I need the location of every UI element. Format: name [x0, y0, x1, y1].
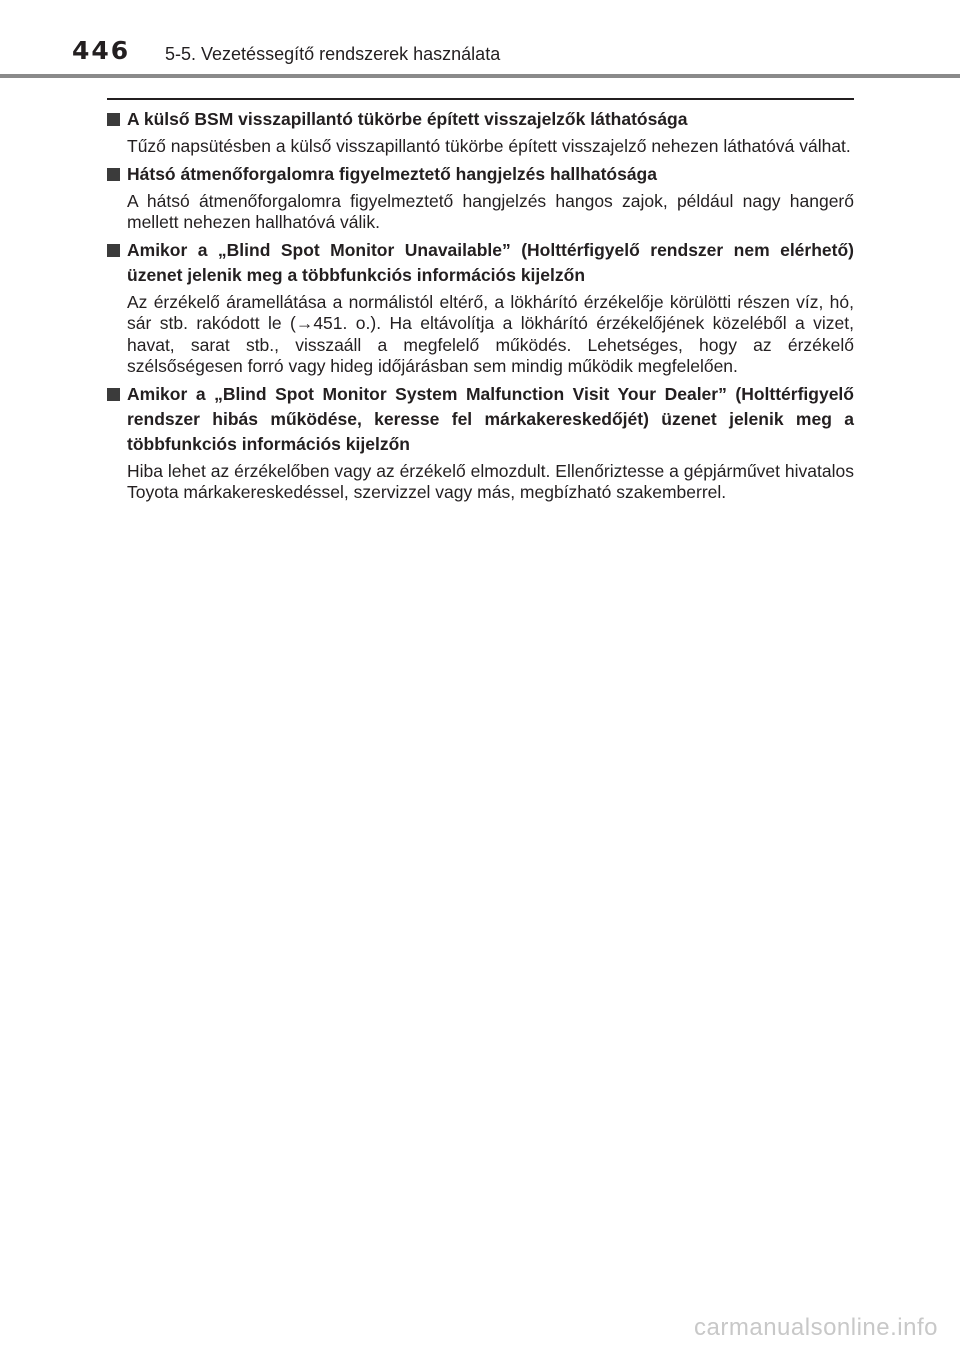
square-bullet-icon: [107, 244, 120, 257]
section-divider: [107, 98, 854, 100]
section-heading-text: Amikor a „Blind Spot Monitor System Malfunction Visit Your Dealer” (Holttérfigyelő rendszer hibás működése, keresse fel márkakereskedőjét) üzenet jelenik meg a többfunkciós információs kijelzőn: [127, 383, 854, 454]
square-bullet-icon: [107, 168, 120, 181]
section-body: Hiba lehet az érzékelőben vagy az érzékelő elmozdult. Ellenőriztesse a gépjárművet hivatalos Toyota márkakereskedéssel, szervizzel vagy más, megbízható szakemberrel.: [127, 460, 854, 502]
content-area: [107, 107, 854, 508]
square-bullet-icon: [107, 388, 120, 401]
section-body: Az érzékelő áramellátása a normálistól eltérő, a lökhárító érzékelője körülötti részen víz, hó, sár stb. rakódott le (→451. o.). Ha eltávolítja a lökhárító érzékelőjének közeléből a vizet, havat, sarat stb., visszaáll a megfelelő működés. Lehetséges, hogy az érzékelő szélsőségesen forró vagy hideg időjárásban sem mindig működik megfelelően.: [127, 291, 854, 376]
section-body: A hátsó átmenőforgalomra figyelmeztető hangjelzés hangos zajok, például nagy hangerő mellett nehezen hallhatóvá válik.: [127, 190, 854, 232]
page-number: 446: [72, 36, 131, 65]
section-heading: [107, 107, 854, 132]
section-item: [107, 162, 854, 234]
section-item: [107, 382, 854, 504]
chapter-title: 5-5. Vezetéssegítő rendszerek használata: [165, 44, 501, 64]
section-body: Tűző napsütésben a külső visszapillantó tükörbe épített visszajelző nehezen láthatóvá válhat.: [127, 136, 851, 156]
header-divider: [0, 74, 960, 78]
section-heading: [107, 382, 854, 457]
section-heading: [107, 238, 854, 288]
square-bullet-icon: [107, 113, 120, 126]
section-heading-text: Amikor a „Blind Spot Monitor Unavailable” (Holttérfigyelő rendszer nem elérhető) üzenet jelenik meg a többfunkciós információs kijelzőn: [127, 239, 854, 285]
section-heading-text: A külső BSM visszapillantó tükörbe épített visszajelzők láthatósága: [127, 109, 688, 129]
section-item: [107, 238, 854, 378]
watermark: carmanualsonline.info: [694, 1314, 938, 1341]
section-heading: [107, 162, 854, 187]
section-heading-text: Hátsó átmenőforgalomra figyelmeztető hangjelzés hallhatósága: [127, 163, 657, 184]
page-header: [0, 0, 960, 80]
section-item: [107, 107, 854, 158]
